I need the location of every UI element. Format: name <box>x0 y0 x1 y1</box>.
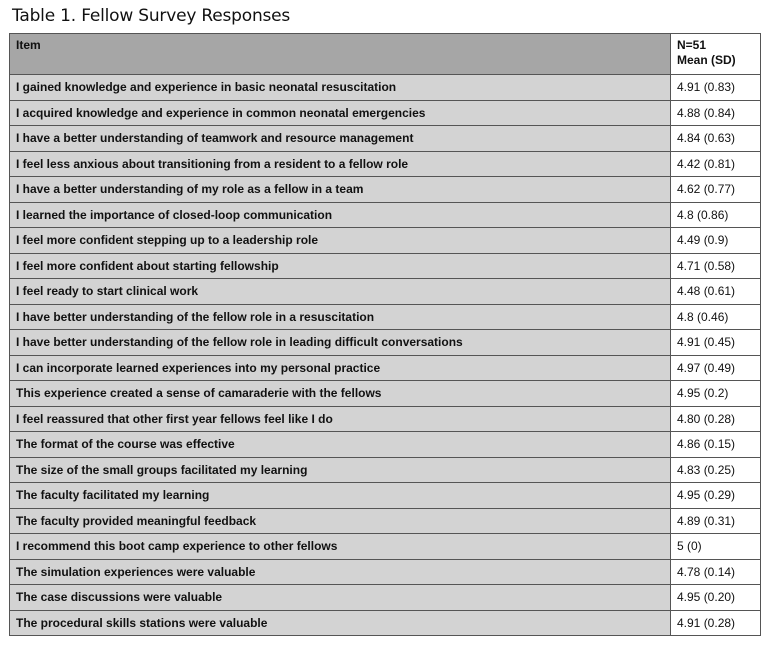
row-value-cell: 4.71 (0.58) <box>671 253 761 279</box>
header-item <box>10 34 671 75</box>
table-row <box>10 432 761 458</box>
row-item-cell: I feel reassured that other first year fellows feel like I do <box>10 406 671 432</box>
survey-table <box>9 33 761 636</box>
table-row <box>10 304 761 330</box>
table-row <box>10 228 761 254</box>
table-row <box>10 585 761 611</box>
header-stat-label: Mean (SD) <box>677 53 736 67</box>
table-row <box>10 534 761 560</box>
row-item-cell: The faculty facilitated my learning <box>10 483 671 509</box>
table-row <box>10 100 761 126</box>
row-item-cell: I feel more confident about starting fellowship <box>10 253 671 279</box>
row-value-cell: 4.91 (0.45) <box>671 330 761 356</box>
table-row <box>10 330 761 356</box>
row-item-cell: The format of the course was effective <box>10 432 671 458</box>
row-value-cell: 4.8 (0.46) <box>671 304 761 330</box>
table-row <box>10 406 761 432</box>
row-item-cell: I have better understanding of the fellow role in a resuscitation <box>10 304 671 330</box>
row-value-cell: 4.48 (0.61) <box>671 279 761 305</box>
table-title: Table 1. Fellow Survey Responses <box>12 6 291 26</box>
header-value <box>671 34 761 75</box>
row-item-cell: The simulation experiences were valuable <box>10 559 671 585</box>
table-row <box>10 253 761 279</box>
row-item-cell: I can incorporate learned experiences into my personal practice <box>10 355 671 381</box>
row-item-cell: I feel ready to start clinical work <box>10 279 671 305</box>
table-row <box>10 483 761 509</box>
table-row <box>10 610 761 636</box>
row-item-cell: The faculty provided meaningful feedback <box>10 508 671 534</box>
row-item-cell: I learned the importance of closed-loop communication <box>10 202 671 228</box>
row-item-cell: I have a better understanding of teamwork and resource management <box>10 126 671 152</box>
table-row <box>10 75 761 101</box>
table-row <box>10 508 761 534</box>
row-item-cell: The size of the small groups facilitated my learning <box>10 457 671 483</box>
table-row <box>10 202 761 228</box>
row-item-cell: I feel less anxious about transitioning from a resident to a fellow role <box>10 151 671 177</box>
table-row <box>10 457 761 483</box>
row-item-cell: I acquired knowledge and experience in common neonatal emergencies <box>10 100 671 126</box>
row-value-cell: 4.95 (0.29) <box>671 483 761 509</box>
row-value-cell: 4.95 (0.20) <box>671 585 761 611</box>
row-value-cell: 4.86 (0.15) <box>671 432 761 458</box>
row-item-cell: I feel more confident stepping up to a leadership role <box>10 228 671 254</box>
row-item-cell: The case discussions were valuable <box>10 585 671 611</box>
row-value-cell: 4.95 (0.2) <box>671 381 761 407</box>
table-row <box>10 151 761 177</box>
row-value-cell: 4.84 (0.63) <box>671 126 761 152</box>
row-value-cell: 4.91 (0.83) <box>671 75 761 101</box>
row-value-cell: 4.42 (0.81) <box>671 151 761 177</box>
row-value-cell: 4.49 (0.9) <box>671 228 761 254</box>
table-row <box>10 177 761 203</box>
header-n-label: N=51 <box>677 38 707 52</box>
row-value-cell: 4.80 (0.28) <box>671 406 761 432</box>
row-item-cell: I recommend this boot camp experience to other fellows <box>10 534 671 560</box>
table-row <box>10 559 761 585</box>
row-value-cell: 5 (0) <box>671 534 761 560</box>
row-value-cell: 4.8 (0.86) <box>671 202 761 228</box>
row-value-cell: 4.97 (0.49) <box>671 355 761 381</box>
row-value-cell: 4.83 (0.25) <box>671 457 761 483</box>
row-item-cell: I have better understanding of the fellow role in leading difficult conversations <box>10 330 671 356</box>
row-item-cell: I have a better understanding of my role as a fellow in a team <box>10 177 671 203</box>
row-value-cell: 4.88 (0.84) <box>671 100 761 126</box>
table-header-row <box>10 34 761 75</box>
row-item-cell: The procedural skills stations were valuable <box>10 610 671 636</box>
row-value-cell: 4.62 (0.77) <box>671 177 761 203</box>
table-body <box>10 75 761 636</box>
table-row <box>10 381 761 407</box>
header-item-label: Item <box>16 38 41 52</box>
row-item-cell: I gained knowledge and experience in basic neonatal resuscitation <box>10 75 671 101</box>
table-row <box>10 126 761 152</box>
row-value-cell: 4.78 (0.14) <box>671 559 761 585</box>
table-row <box>10 279 761 305</box>
table-row <box>10 355 761 381</box>
row-value-cell: 4.91 (0.28) <box>671 610 761 636</box>
row-value-cell: 4.89 (0.31) <box>671 508 761 534</box>
row-item-cell: This experience created a sense of camaraderie with the fellows <box>10 381 671 407</box>
